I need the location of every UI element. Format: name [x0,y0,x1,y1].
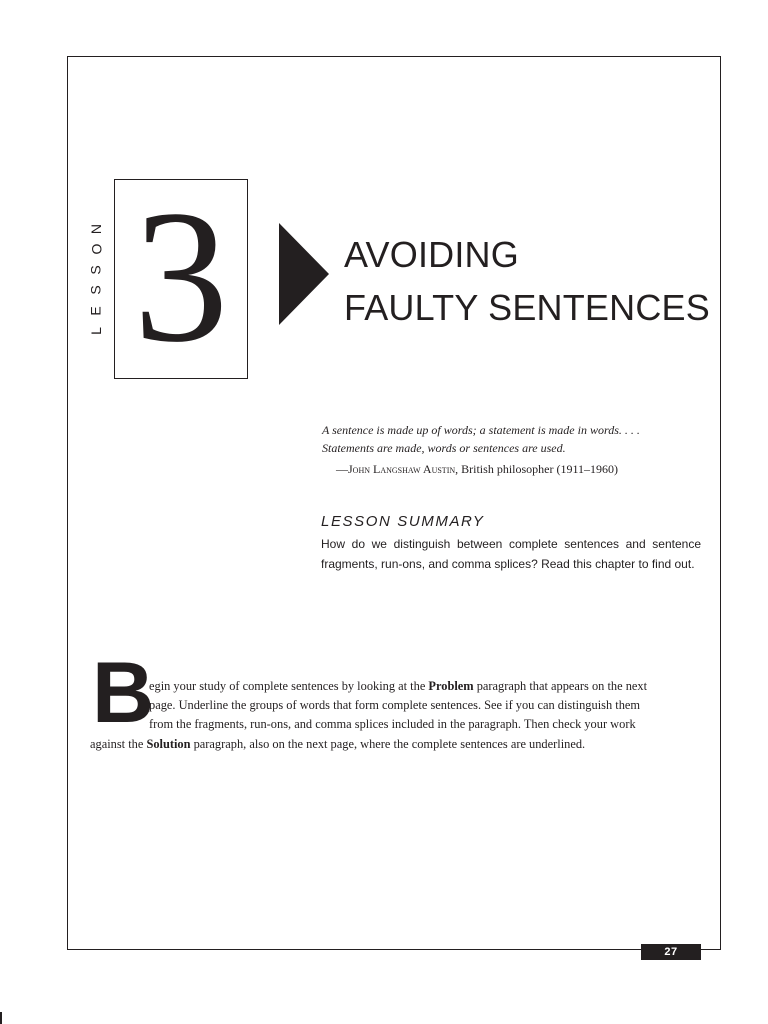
epigraph-attribution [322,460,712,478]
body-line-3: from the fragments, run-ons, and comma splices included in the paragraph. Then check your work [149,717,636,731]
body-line-1 [149,679,647,694]
lesson-title [344,228,724,334]
title-line-2: FAULTY SENTENCES [344,287,710,328]
body-line-4 [90,737,585,752]
triangle-marker-icon [279,223,329,325]
epigraph-author-desc: , British philosopher (1911–1960) [455,462,619,476]
lesson-letter: O [87,243,104,255]
lesson-letter: E [88,305,104,316]
epigraph-line-1: A sentence is made up of words; a statement is made in words. . . . [322,423,640,437]
lesson-vertical-label [86,222,106,338]
edge-mark [0,1012,2,1024]
lesson-letter: L [87,327,104,335]
lesson-number-box [114,172,248,382]
body-text: against the [90,737,147,751]
body-text: egin your study of complete sentences by looking at the [149,679,429,693]
page-number: 27 [641,944,701,960]
epigraph-author: John Langshaw Austin [348,462,456,476]
epigraph [322,421,712,478]
body-text: paragraph, also on the next page, where the complete sentences are underlined. [190,737,586,751]
attribution-dash: — [336,462,348,476]
drop-cap: B [92,645,155,741]
epigraph-line-2: Statements are made, words or sentences are used. [322,441,566,455]
body-line-2: page. Underline the groups of words that form complete sentences. See if you can distinguish them [149,698,641,712]
body-text: paragraph that appears on the next [473,679,648,693]
lesson-number: 3 [133,172,229,382]
lesson-summary-heading: LESSON SUMMARY [321,513,485,530]
lesson-letter: S [88,285,104,295]
lesson-summary-text: How do we distinguish between complete sentences and sentence fragments, run-ons, and comma splices? Read this chapter to find out. [321,537,701,571]
lesson-letter: S [88,265,104,275]
title-line-1: AVOIDING [344,234,519,275]
lesson-letter: N [88,223,104,235]
solution-keyword: Solution [146,737,191,751]
problem-keyword: Problem [428,679,474,693]
